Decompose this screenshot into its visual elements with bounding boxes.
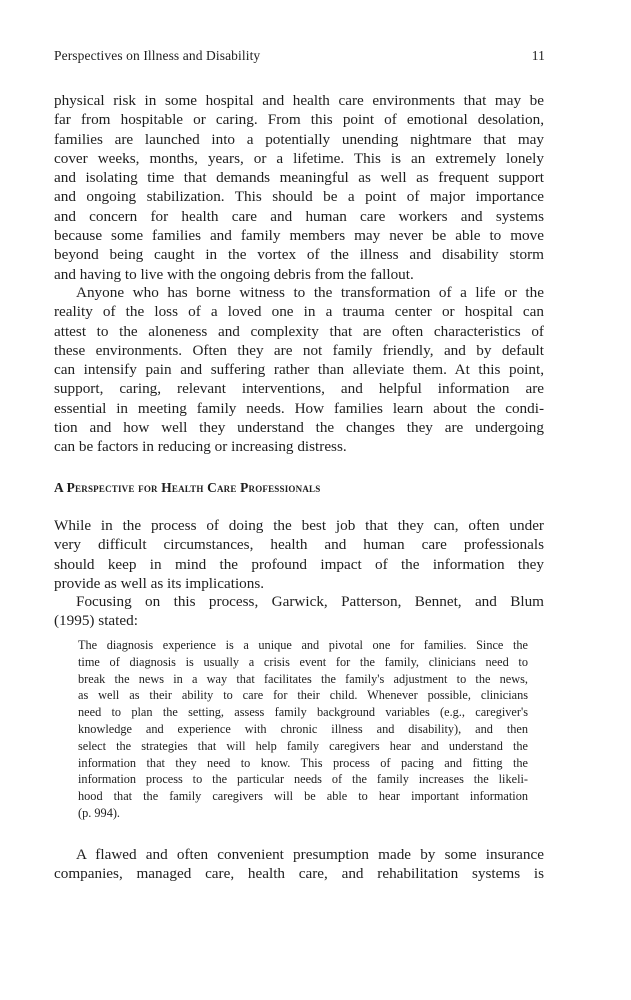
running-header <box>54 48 545 68</box>
text-line: because some families and family members may never be able to move <box>54 227 544 245</box>
text-line: and having to live with the ongoing debris from the fallout. <box>54 265 414 283</box>
text-line: and isolating time that demands meaningful as well as frequent support <box>54 169 544 187</box>
text-line: physical risk in some hospital and health care environments that may be <box>54 92 544 109</box>
running-title: Perspectives on Illness and Disability <box>54 48 261 63</box>
text-line: should keep in mind the profound impact of the information they <box>54 555 544 573</box>
text-line: support, caring, relevant interventions, and helpful information are <box>54 380 544 398</box>
text-line: and ongoing stabilization. This should be a point of major importance <box>54 188 544 206</box>
text-line: provide as well as its implications. <box>54 574 265 592</box>
quote-line: need to plan the setting, assess family background variables (e.g., caregiver's <box>78 705 528 720</box>
page-number: 11 <box>531 48 545 63</box>
section-heading: A Perspective for Health Care Professionals <box>54 480 321 495</box>
text-line: attest to the aloneness and complexity that are often characteristics of <box>54 322 544 340</box>
paragraph-4 <box>54 592 544 631</box>
text-line: cover weeks, months, years, or a lifetime. This is an extremely lonely <box>54 149 544 167</box>
quote-line: knowledge and experience with chronic illness and disability), and then <box>78 721 528 736</box>
text-line: (1995) stated: <box>54 612 138 630</box>
paragraph-1 <box>54 91 544 284</box>
text-line: A flawed and often convenient presumption made by some insurance <box>76 846 544 863</box>
paragraph-5 <box>54 845 544 884</box>
text-line: Anyone who has borne witness to the transformation of a life or the <box>76 284 544 301</box>
quote-line: information process to the particular needs of the family increases the likeli- <box>78 772 528 787</box>
quote-line: select the strategies that will help family caregivers hear and understand the <box>78 738 528 753</box>
quote-line: as well as their ability to care for their child. Whenever possible, clinicians <box>78 688 528 703</box>
text-line: While in the process of doing the best job that they can, often under <box>54 517 544 534</box>
quote-line: information that they need to know. This process of pacing and fitting the <box>78 755 528 770</box>
text-line: families are launched into a potentially unending nightmare that may <box>54 130 544 148</box>
text-line: beyond being caught in the vortex of the illness and disability storm <box>54 246 544 264</box>
quote-line: The diagnosis experience is a unique and pivotal one for families. Since the <box>78 638 528 652</box>
text-line: Focusing on this process, Garwick, Patterson, Bennet, and Blum <box>76 593 544 610</box>
text-line: very difficult circumstances, health and human care professionals <box>54 536 544 554</box>
paragraph-2 <box>54 283 544 457</box>
text-line: companies, managed care, health care, and rehabilitation systems is <box>54 865 544 883</box>
text-line: tion and how well they understand the changes they are undergoing <box>54 419 544 437</box>
text-line: these environments. Often they are not family friendly, and by default <box>54 341 544 359</box>
text-line: can be factors in reducing or increasing distress. <box>54 438 347 456</box>
quote-line: time of diagnosis is usually a crisis event for the family, clinicians need to <box>78 654 528 669</box>
quote-line: (p. 994). <box>78 805 121 820</box>
block-quote <box>78 637 528 822</box>
text-line: far from hospitable or caring. From this point of emotional desolation, <box>54 111 544 129</box>
quote-line: hood that the family caregivers will be able to hear important information <box>78 789 528 804</box>
paragraph-3 <box>54 516 544 593</box>
text-line: reality of the loss of a loved one in a trauma center or hospital can <box>54 303 544 321</box>
text-line: essential in meeting family needs. How families learn about the condi- <box>54 399 544 417</box>
text-line: and concern for health care and human care workers and systems <box>54 207 544 225</box>
quote-line: break the news in a way that facilitates the family's adjustment to the news, <box>78 671 528 686</box>
text-line: can intensify pain and suffering rather than alleviate them. At this point, <box>54 361 544 379</box>
